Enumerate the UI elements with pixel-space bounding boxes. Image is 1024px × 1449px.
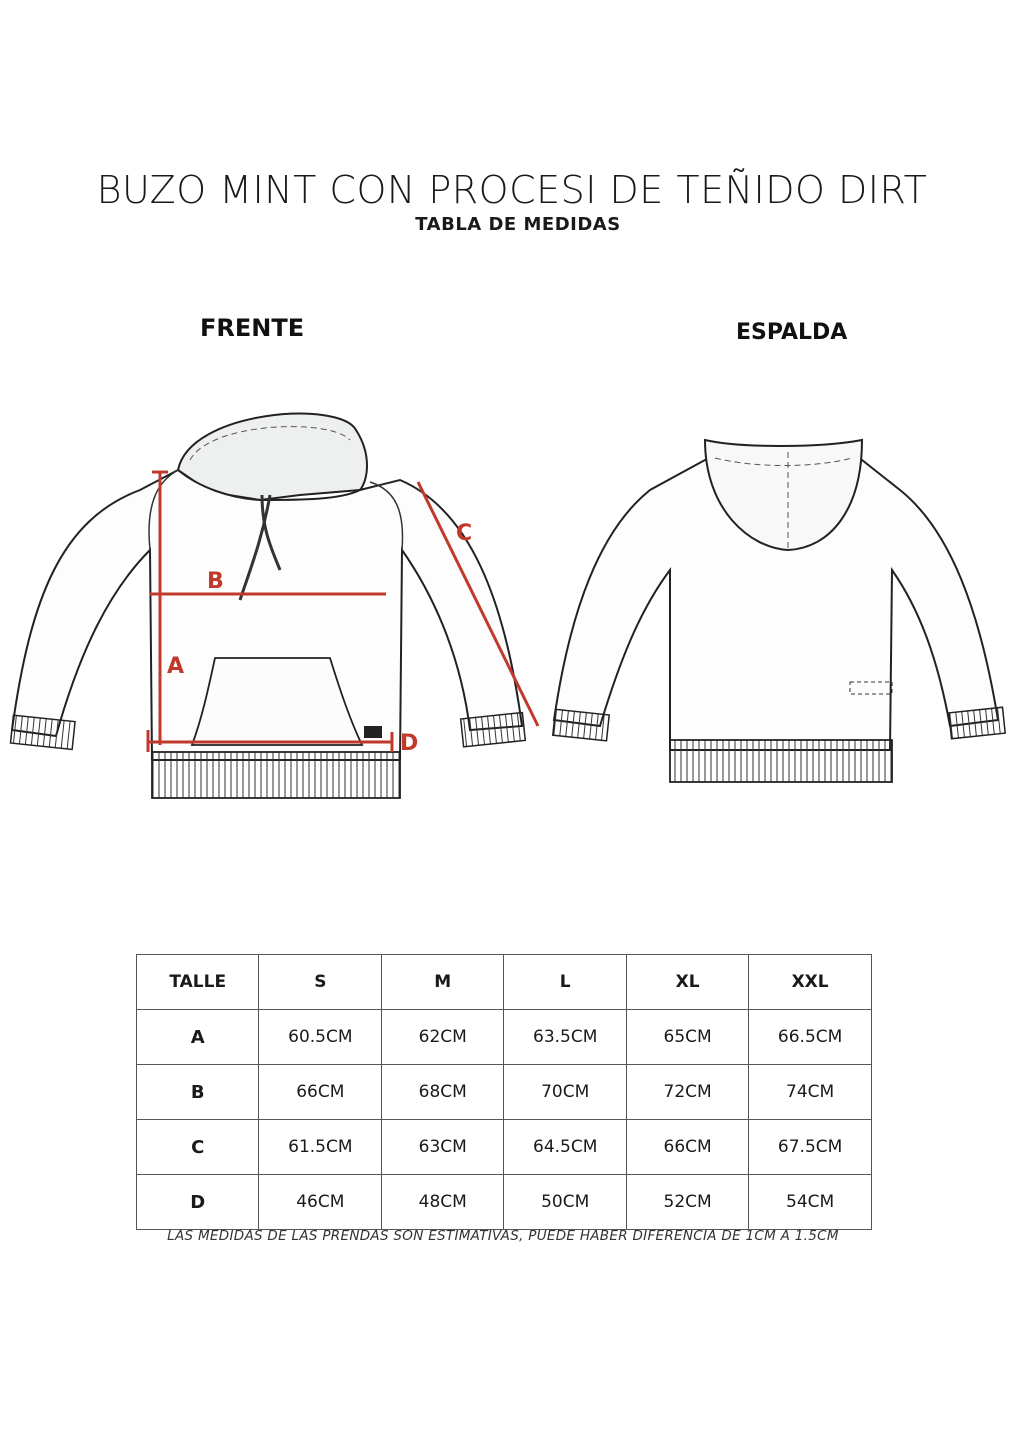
- table-cell: 66.5CM: [749, 1010, 872, 1065]
- table-cell: 54CM: [749, 1175, 872, 1230]
- table-cell: 61.5CM: [259, 1120, 382, 1175]
- table-row-header: C: [137, 1120, 259, 1175]
- table-cell: 63.5CM: [504, 1010, 627, 1065]
- table-cell: 68CM: [382, 1065, 504, 1120]
- table-cell: 65CM: [627, 1010, 749, 1065]
- page-title: BUZO MINT CON PROCESI DE TEÑIDO DIRT: [96, 168, 928, 212]
- table-cell: 62CM: [382, 1010, 504, 1065]
- back-view-label: ESPALDA: [736, 320, 848, 345]
- measure-label-a: A: [167, 654, 185, 679]
- table-cell: 72CM: [627, 1065, 749, 1120]
- table-header-cell: S: [259, 955, 382, 1010]
- table-row-header: B: [137, 1065, 259, 1120]
- table-row: [137, 1065, 872, 1120]
- back-hoodie-illustration: [540, 420, 1020, 790]
- table-header-cell: XXL: [749, 955, 872, 1010]
- table-header-cell: L: [504, 955, 627, 1010]
- table-cell: 52CM: [627, 1175, 749, 1230]
- table-cell: 48CM: [382, 1175, 504, 1230]
- table-cell: 66CM: [627, 1120, 749, 1175]
- table-header-row: [137, 955, 872, 1010]
- page-subtitle: TABLA DE MEDIDAS: [415, 214, 621, 235]
- table-row-header: A: [137, 1010, 259, 1065]
- table-cell: 60.5CM: [259, 1010, 382, 1065]
- table-cell: 64.5CM: [504, 1120, 627, 1175]
- table-row-header: D: [137, 1175, 259, 1230]
- front-view-label: FRENTE: [200, 314, 305, 342]
- table-row: [137, 1120, 872, 1175]
- table-row: [137, 1175, 872, 1230]
- measure-label-b: B: [207, 569, 224, 594]
- disclaimer-note: LAS MEDIDAS DE LAS PRENDAS SON ESTIMATIVAS, PUEDE HABER DIFERENCIA DE 1CM A 1.5CM: [167, 1228, 839, 1244]
- table-cell: 74CM: [749, 1065, 872, 1120]
- table-cell: 66CM: [259, 1065, 382, 1120]
- table-row: [137, 1010, 872, 1065]
- table-header-cell: M: [382, 955, 504, 1010]
- size-table: [136, 954, 872, 1230]
- table-cell: 63CM: [382, 1120, 504, 1175]
- table-cell: 67.5CM: [749, 1120, 872, 1175]
- table-cell: 50CM: [504, 1175, 627, 1230]
- measure-label-d: D: [400, 731, 419, 756]
- table-header-cell: TALLE: [137, 955, 259, 1010]
- measure-label-c: C: [456, 521, 473, 546]
- table-cell: 70CM: [504, 1065, 627, 1120]
- front-hoodie-illustration: [0, 400, 560, 820]
- table-header-cell: XL: [627, 955, 749, 1010]
- table-cell: 46CM: [259, 1175, 382, 1230]
